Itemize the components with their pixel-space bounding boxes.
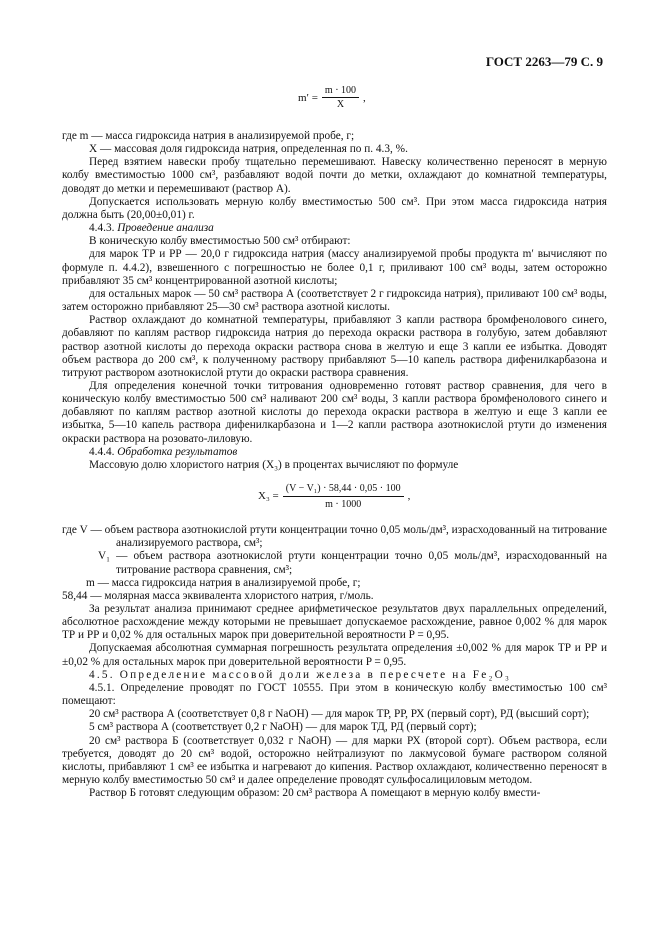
paragraph: для остальных марок — 50 см³ раствора А (соответствует 2 г гидроксида натрия), приливают 100 см³ воды, затем осторожно прибавляют 25—30 см³ раствора азотной кислоты. bbox=[62, 287, 607, 314]
formula-tail: , bbox=[363, 91, 366, 104]
formula-x3 bbox=[258, 482, 410, 511]
paragraph: V₁ — объем раствора азотнокислой ртути концентрации точно 0,05 моль/дм³, израсходованный на титрование раствора сравнения, см³; bbox=[98, 550, 607, 576]
paragraph: 4.5.1. Определение проводят по ГОСТ 10555. При этом в коническую колбу вместимостью 100 см³ помещают: bbox=[62, 681, 607, 708]
paragraph: Раствор охлаждают до комнатной температуры, прибавляют 3 капли раствора бромфенолового синего, добавляют по каплям раствор гидроксида натрия до перехода окраски раствора в голубую, затем добавляют раствор азотной кислоты до перехода окраски раствора снова в желтую и еще 3 капли ее избытка. Доводят объем раствора до 200 см³, к полученному раствору прибавляют 5—10 капель раствора дифенилкарбазона и титруют раствором азотнокислой ртути до окраски раствора сравнения. bbox=[62, 314, 607, 379]
paragraph: Массовую долю хлористого натрия (X₃) в процентах вычисляют по формуле bbox=[89, 458, 459, 471]
paragraph: Допускается использовать мерную колбу вместимостью 500 см³. При этом масса гидроксида натрия должна быть (20,00±0,01) г. bbox=[62, 195, 607, 221]
paragraph: Раствор Б готовят следующим образом: 20 см³ раствора А помещают в мерную колбу вмести- bbox=[89, 787, 541, 800]
formula-tail: , bbox=[407, 490, 411, 503]
paragraph: где m — масса гидроксида натрия в анализируемой пробе, г; bbox=[62, 130, 355, 142]
formula-block bbox=[62, 472, 607, 524]
formula-denominator: m · 1000 bbox=[325, 499, 362, 511]
section-title: Обработка результатов bbox=[117, 445, 238, 458]
paragraph: Допускаемая абсолютная суммарная погрешность результата определения ±0,002 % для марок ТР и РР и ±0,02 % для остальных марок при доверительной вероятности P = 0,95. bbox=[62, 642, 607, 668]
paragraph: За результат анализа принимают среднее арифметическое результатов двух параллельных определений, абсолютное расхождение между которыми не превышает допускаемое расхождение, равное 0,002 % для марок ТР и РР и 0,02 % для остальных марок при доверительной вероятности P = 0,95. bbox=[62, 603, 607, 642]
formula-m-prime bbox=[298, 85, 366, 110]
paragraph: 20 см³ раствора А (соответствует 0,8 г NaOH) — для марок ТР, РР, РХ (первый сорт), РД (высший сорт); bbox=[89, 708, 590, 721]
paragraph: X — массовая доля гидроксида натрия, определенная по п. 4.3, %. bbox=[89, 143, 408, 156]
document-body bbox=[62, 130, 607, 800]
paragraph: 5 см³ раствора А (соответствует 0,2 г NaOH) — для марок ТД, РД (первый сорт); bbox=[89, 721, 477, 734]
paragraph: где V — объем раствора азотнокислой ртути концентрации точно 0,05 моль/дм³, израсходованный на титрование анализируемого раствора, см³; bbox=[62, 524, 607, 550]
formula-lhs: m′ = bbox=[298, 91, 318, 104]
formula-fraction bbox=[283, 482, 404, 511]
formula-numerator: m · 100 bbox=[322, 85, 359, 98]
formula-numerator: (V − V₁) · 58,44 · 0,05 · 100 bbox=[283, 482, 404, 497]
paragraph: m — масса гидроксида натрия в анализируемой пробе, г; bbox=[86, 576, 361, 589]
paragraph: Перед взятием навески пробу тщательно перемешивают. Навеску количественно переносят в мерную колбу вместимостью 1000 см³, разбавляют водой почти до метки, охлаждают до комнатной температуры, доводят до метки и перемешивают (раствор А). bbox=[62, 156, 607, 195]
paragraph: В коническую колбу вместимостью 500 см³ отбирают: bbox=[89, 235, 351, 248]
section-heading bbox=[62, 446, 607, 459]
page-header: ГОСТ 2263—79 С. 9 bbox=[485, 54, 603, 69]
formula-lhs: X₃ = bbox=[258, 490, 279, 503]
section-heading: 4.5. Определение массовой доли железа в пересчете на Fe₂O₃ bbox=[89, 668, 512, 681]
section-heading bbox=[62, 222, 607, 235]
paragraph: Для определения конечной точки титрования одновременно готовят раствор сравнения, для чего в коническую колбу вместимостью 500 см³ наливают 200 см³ воды, 3 капли раствора бромфенолового синего и добавляют по каплям раствор азотной кислоты до перехода окраски раствора в желтую и еще 3 капли ее избытка, 5—10 капель раствора дифенилкарбазона и 1—2 капли раствора азотнокислой ртути до изменения окраски раствора на розовато-лиловую. bbox=[62, 379, 607, 445]
formula-fraction bbox=[322, 85, 359, 110]
section-number: 4.4.4. bbox=[89, 445, 115, 458]
section-title: Проведение анализа bbox=[117, 222, 214, 235]
paragraph: для марок ТР и РР — 20,0 г гидроксида натрия (массу анализируемой пробы продукта m′ вычисляют по формуле п. 4.4.2), взвешенного с погрешностью не более 0,1 г, приливают 100 см³ воды, затем осторожно прибавляют 35 см³ концентрированной азотной кислоты; bbox=[62, 248, 607, 287]
section-number: 4.4.3. bbox=[89, 222, 115, 235]
paragraph: 20 см³ раствора Б (соответствует 0,032 г NaOH) — для марки РХ (второй сорт). Объем раствора, если требуется, доводят до 20 см³ водой, осторожно нейтрализуют по лакмусовой бумаге раствором соляной кислоты, прибавляют 1 см³ ее избытка и нагревают до кипения. Раствор охлаждают, количественно переносят в мерную колбу вместимостью 50 см³ и далее определение проводят сульфосалициловым методом. bbox=[62, 734, 607, 787]
paragraph: 58,44 — молярная масса эквивалента хлористого натрия, г/моль. bbox=[62, 589, 374, 602]
formula-denominator: X bbox=[336, 99, 345, 110]
